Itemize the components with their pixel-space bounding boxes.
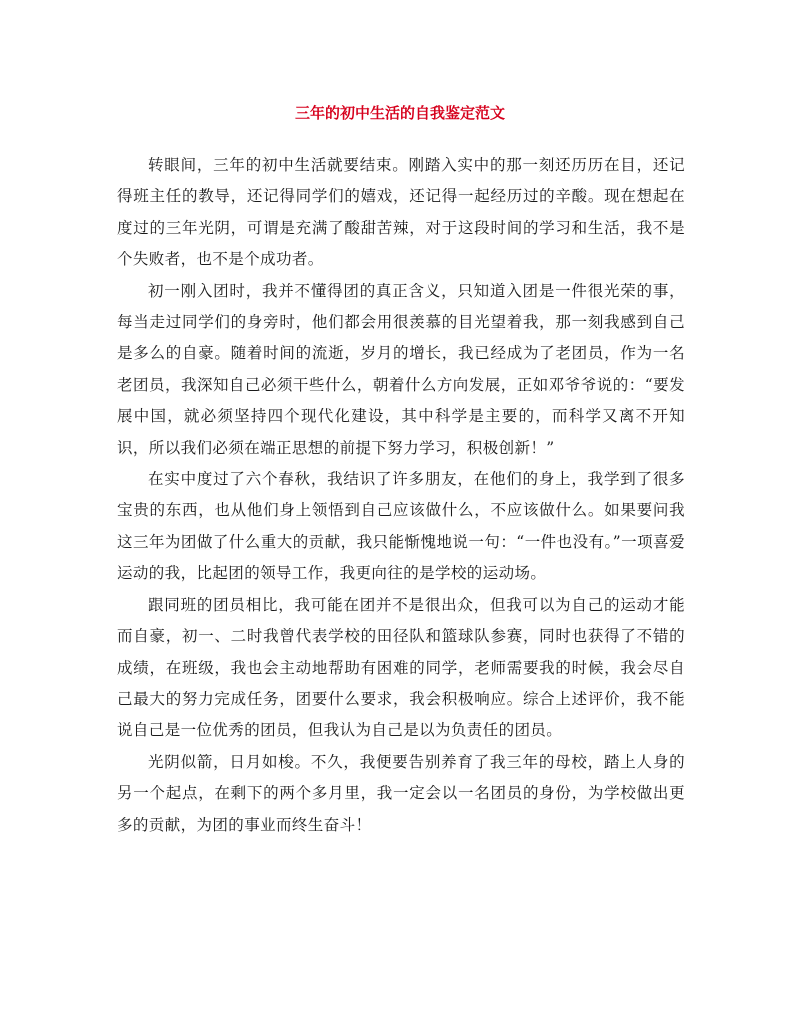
paragraph-1: 转眼间，三年的初中生活就要结束。刚踏入实中的那一刻还历历在目，还记得班主任的教导，还记得同学们的嬉戏，还记得一起经历过的辛酸。现在想起在度过的三年光阴，可谓是充满了酸甜苦辣，对于这段时间的学习和生活，我不是个失败者，也不是个成功者。 — [117, 156, 685, 269]
document-title: 三年的初中生活的自我鉴定范文 — [294, 104, 505, 122]
paragraph-5: 光阴似箭，日月如梭。不久，我便要告别养育了我三年的母校，踏上人身的另一个起点，在剩下的两个多月里，我一定会以一名团员的身份，为学校做出更多的贡献，为团的事业而终生奋斗！ — [117, 752, 685, 834]
paragraph-4: 跟同班的团员相比，我可能在团并不是很出众，但我可以为自己的运动才能而自豪，初一、二时我曾代表学校的田径队和篮球队参赛，同时也获得了不错的成绩，在班级，我也会主动地帮助有困难的同学，老师需要我的时候，我会尽自己最大的努力完成任务，团要什么要求，我会积极响应。综合上述评价，我不能说自己是一位优秀的团员，但我认为自己是以为负责任的团员。 — [117, 595, 685, 740]
paragraph-3: 在实中度过了六个春秋，我结识了许多朋友，在他们的身上，我学到了很多宝贵的东西，也从他们身上领悟到自己应该做什么，不应该做什么。如果要问我这三年为团做了什么重大的贡献，我只能惭愧地说一句：“一件也没有。”一项喜爱运动的我，比起团的领导工作，我更向往的是学校的运动场。 — [117, 470, 685, 583]
paragraph-2: 初一刚入团时，我并不懂得团的真正含义，只知道入团是一件很光荣的事，每当走过同学们的身旁时，他们都会用很羡慕的目光望着我，那一刻我感到自己是多么的自豪。随着时间的流逝，岁月的增长，我已经成为了老团员，作为一名老团员，我深知自己必须干些什么，朝着什么方向发展，正如邓爷爷说的：“要发展中国，就必须坚持四个现代化建设，其中科学是主要的，而科学又离不开知识，所以我们必须在端正思想的前提下努力学习，积极创新！” — [117, 281, 685, 457]
document-body — [117, 150, 685, 841]
